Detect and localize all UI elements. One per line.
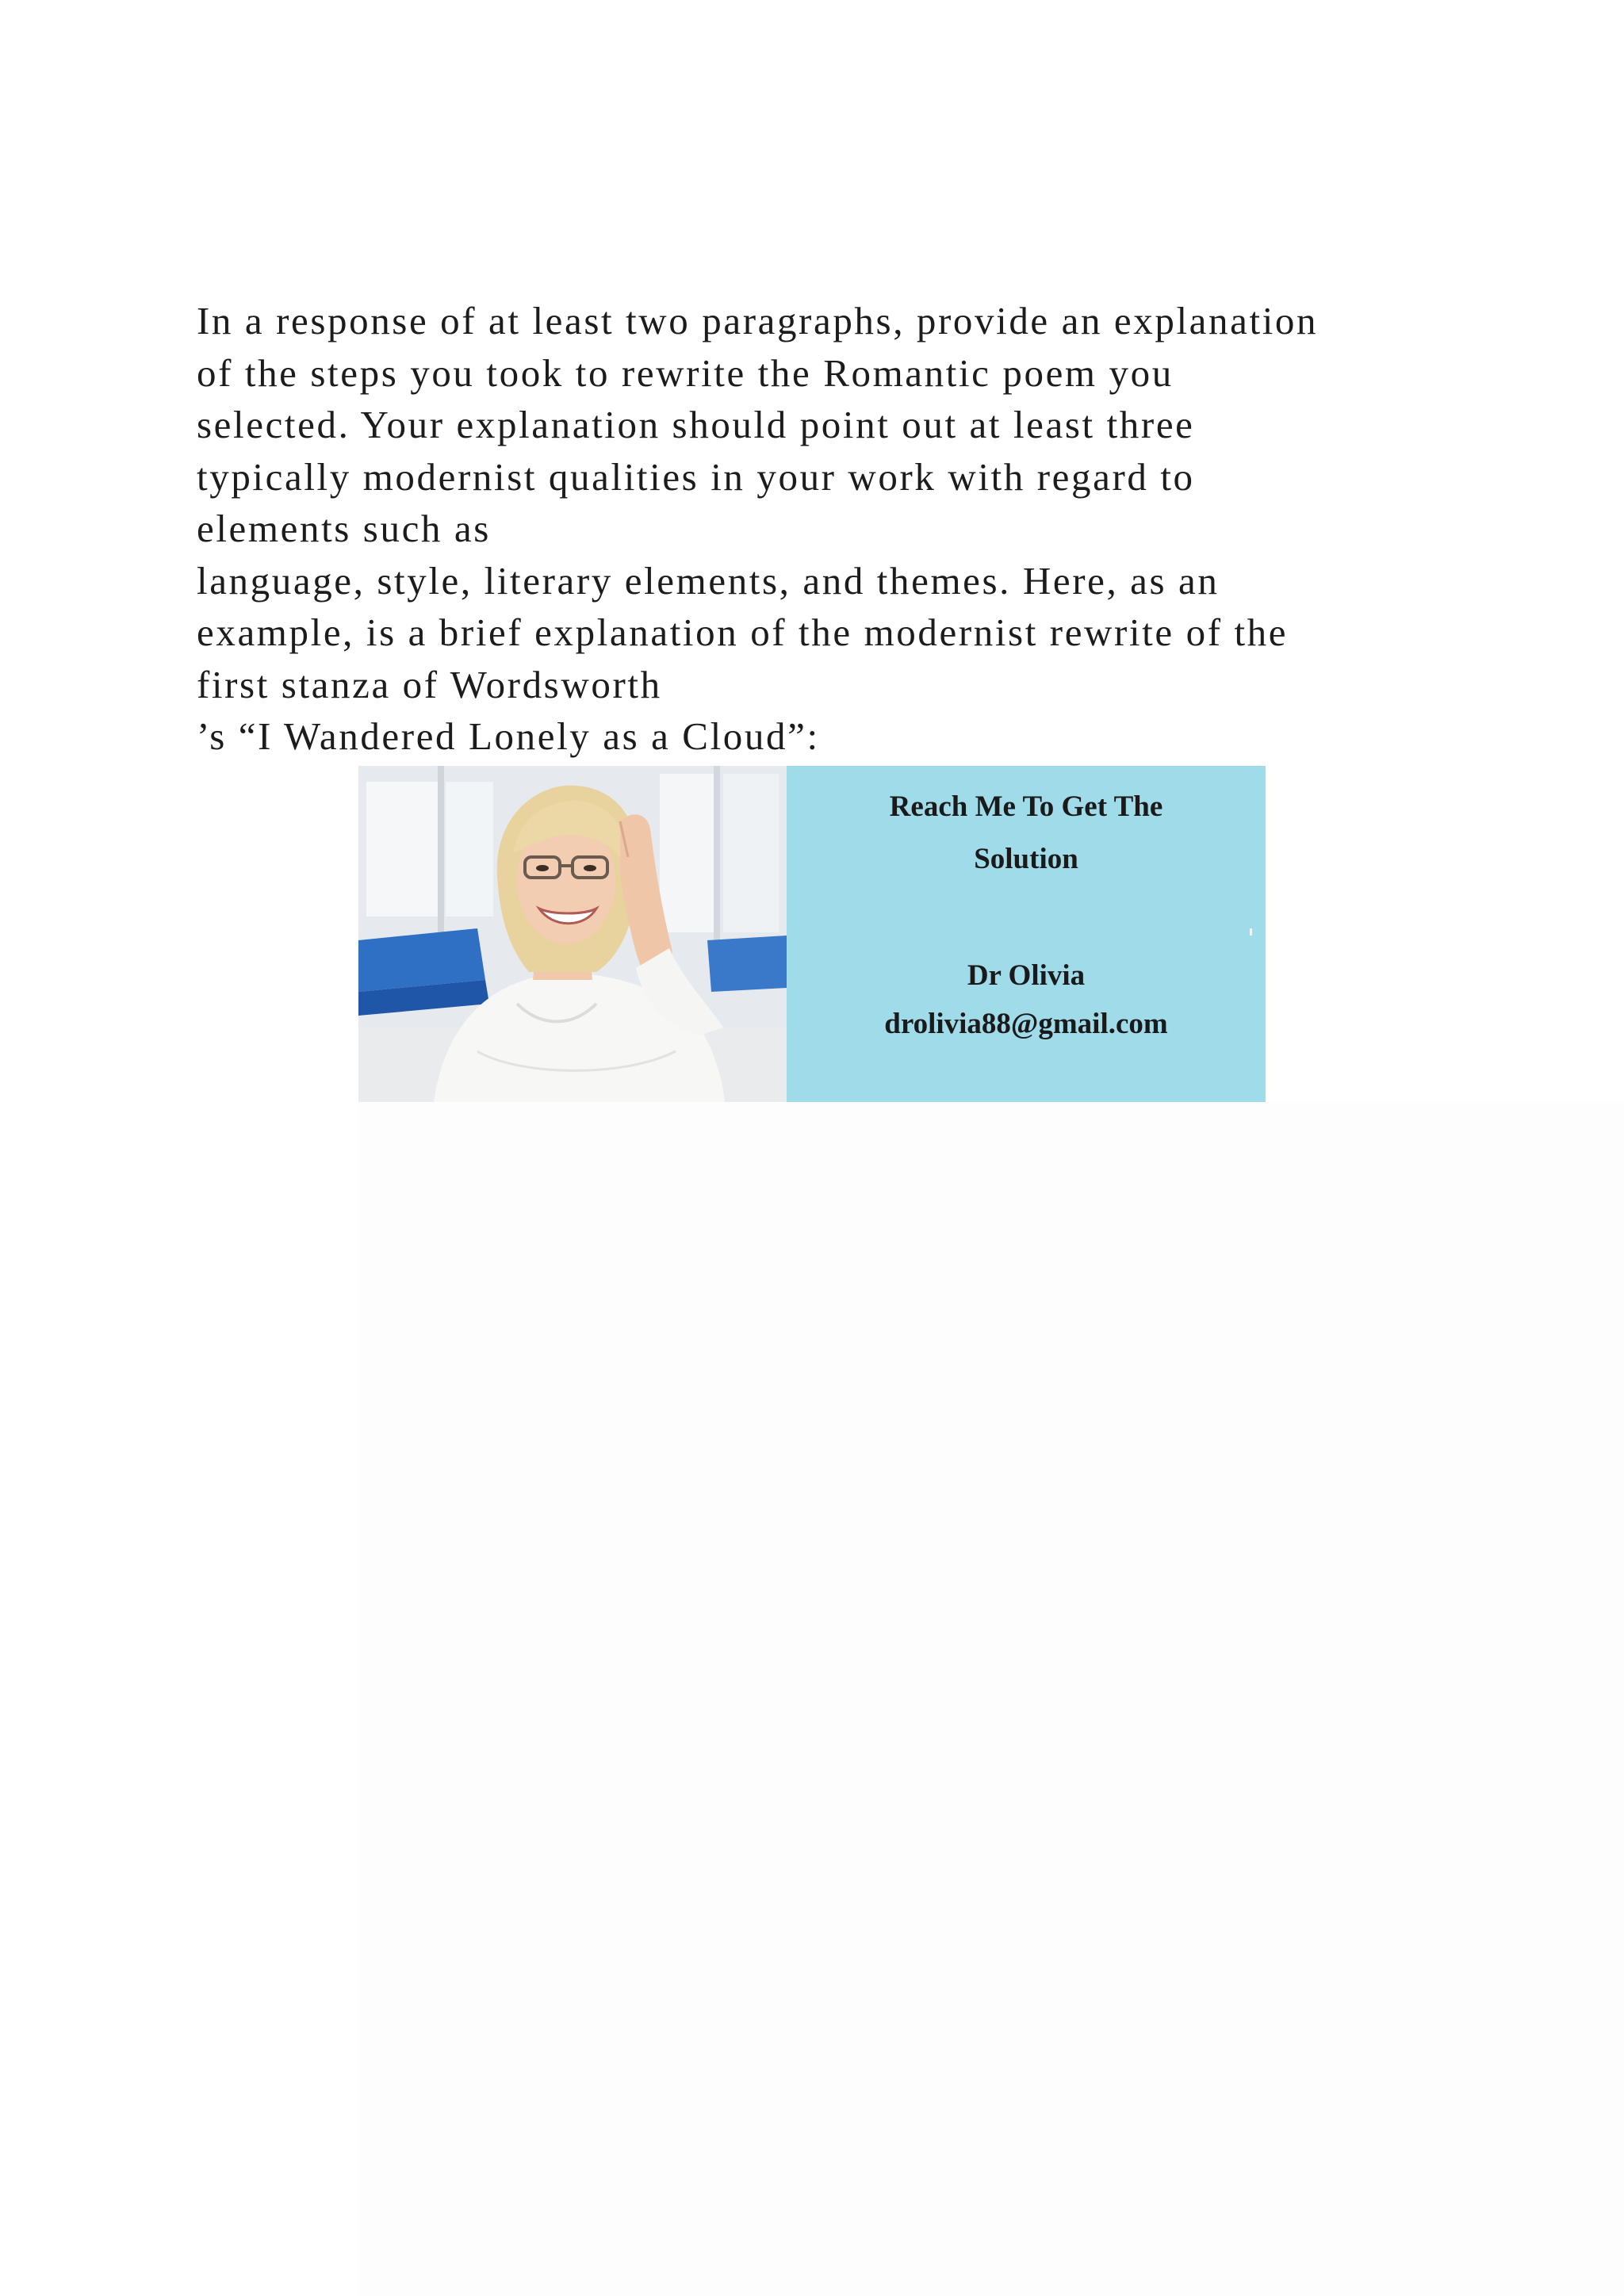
paragraph-line: selected. Your explanation should point out at least three (197, 403, 1195, 446)
paragraph-line: typically modernist qualities in your work with regard to (197, 454, 1195, 499)
paragraph-line: example, is a brief explanation of the modernist rewrite of the (197, 610, 1289, 654)
banner-headline-line1: Reach Me To Get The (889, 790, 1163, 823)
contact-email: drolivia88@gmail.com (884, 1008, 1168, 1040)
paragraph-line: language, style, literary elements, and themes. Here, as an (197, 558, 1220, 603)
paragraph-line: of the steps you took to rewrite the Romantic poem you (197, 350, 1174, 395)
panel-marker (1250, 928, 1252, 936)
paragraph-line: elements such as (197, 507, 491, 550)
paragraph-line: first stanza of Wordsworth (197, 662, 662, 706)
instructions-paragraph (197, 295, 1481, 763)
paragraph-line: ’s “I Wandered Lonely as a Cloud”: (197, 714, 820, 758)
paragraph-line: In a response of at least two paragraphs, provide an explanation (197, 299, 1319, 342)
smiling-woman-photo (358, 766, 787, 1102)
contact-name: Dr Olivia (967, 959, 1086, 992)
contact-panel (787, 766, 1266, 1102)
blank-page-area (358, 1102, 1624, 2296)
contact-banner (358, 766, 1266, 1102)
banner-headline-line2: Solution (974, 843, 1078, 875)
